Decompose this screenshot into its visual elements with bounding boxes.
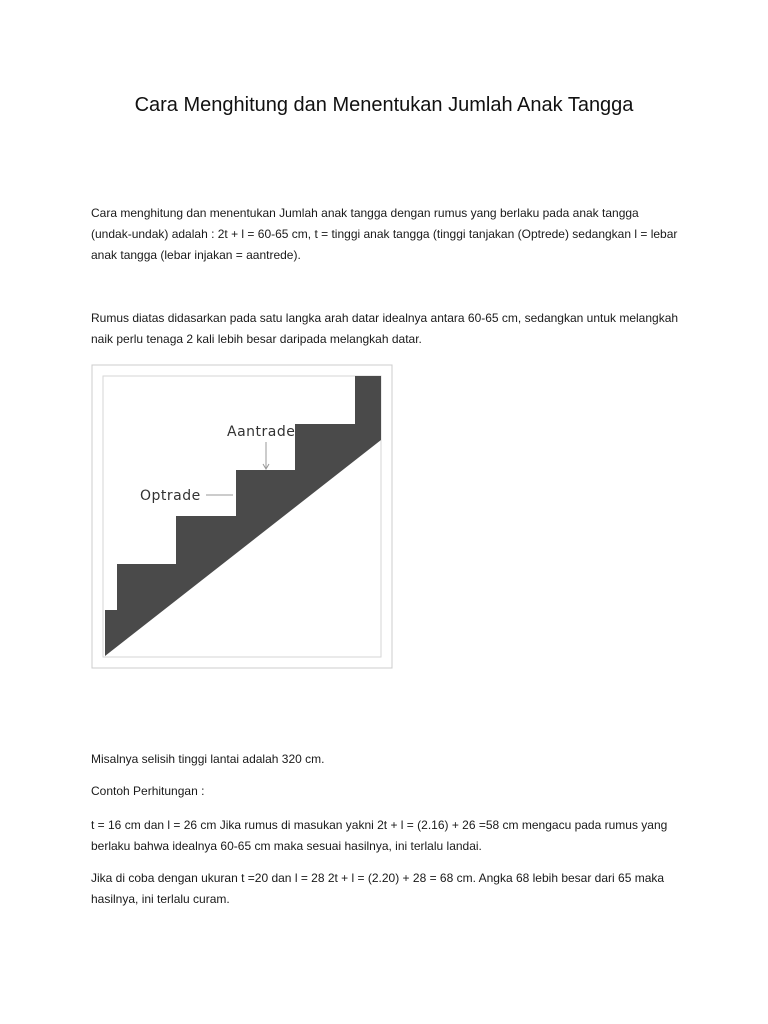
paragraph-example-two: Jika di coba dengan ukuran t =20 dan l = 28 2t + l = (2.20) + 28 = 68 cm. Angka 68 lebih besar dari 65 maka hasilnya, ini terlalu curam. bbox=[91, 871, 665, 906]
optrade-label: Optrade bbox=[140, 488, 201, 504]
aantrade-label: Aantrade bbox=[227, 424, 296, 440]
paragraph-basis: Rumus diatas didasarkan pada satu langka arah datar idealnya antara 60-65 cm, sedangkan untuk melangkah naik perlu tenaga 2 kali lebih besar daripada melangkah datar. bbox=[91, 311, 679, 346]
staircase-figure bbox=[91, 364, 393, 669]
staircase-diagram bbox=[91, 364, 393, 669]
paragraph-example-height: Misalnya selisih tinggi lantai adalah 320 cm. bbox=[91, 752, 325, 766]
paragraph-formula: Cara menghitung dan menentukan Jumlah anak tangga dengan rumus yang berlaku pada anak tangga (undak-undak) adalah : 2t + l = 60-65 cm, t = tinggi anak tangga (tinggi tanjakan (Optrede) sedangkan l = lebar anak tangga (lebar injakan = aantrede). bbox=[91, 206, 678, 262]
paragraph-example-heading: Contoh Perhitungan : bbox=[91, 784, 205, 798]
paragraph-example-one: t = 16 cm dan l = 26 cm Jika rumus di masukan yakni 2t + l = (2.16) + 26 =58 cm mengacu pada rumus yang berlaku bahwa idealnya 60-65 cm maka sesuai hasilnya, ini terlalu landai. bbox=[91, 818, 668, 853]
page-title: Cara Menghitung dan Menentukan Jumlah Anak Tangga bbox=[134, 94, 634, 116]
